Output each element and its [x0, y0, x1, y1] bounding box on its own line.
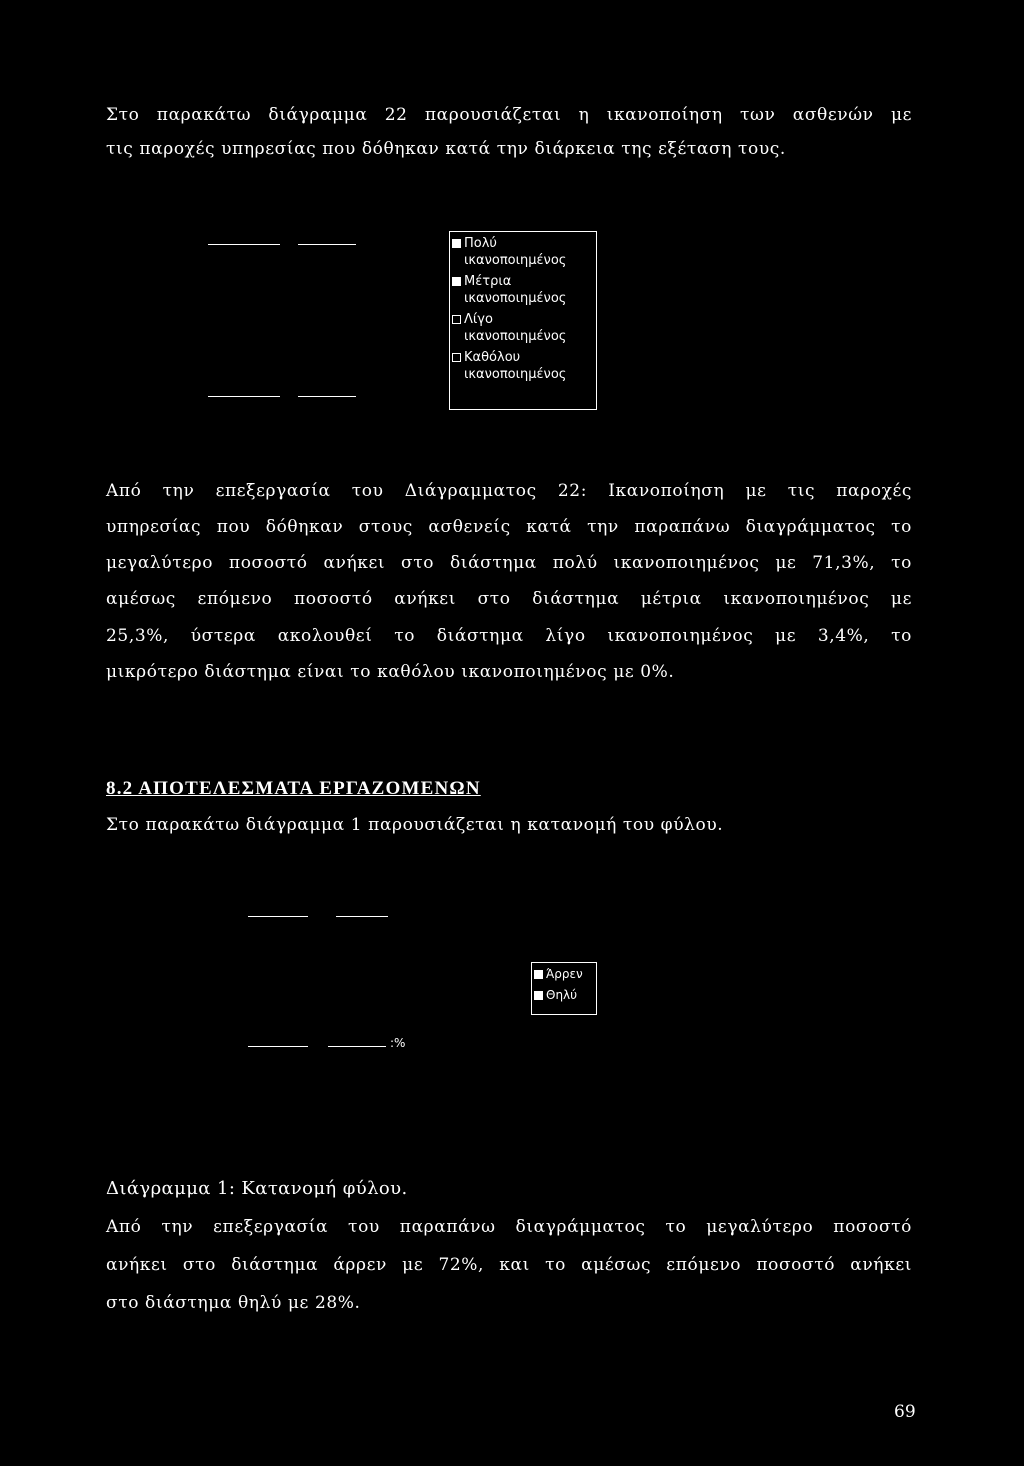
- legend-label: ικανοποιημένος: [464, 253, 567, 268]
- legend-swatch: [452, 277, 461, 286]
- chart-1-remnant-line: [328, 1046, 386, 1047]
- analysis-1-line-1: Από την επεξεργασία του παραπάνω διαγράμματος το μεγαλύτερο ποσοστό: [106, 1217, 912, 1237]
- legend-label: Λίγο: [464, 312, 493, 327]
- chart-22-remnant-line: [298, 244, 356, 245]
- analysis-22-line-5: 25,3%, ύστερα ακολουθεί το διάστημα λίγο ικανοποιημένος με 3,4%, το: [106, 626, 912, 646]
- legend-label: Θηλύ: [546, 988, 578, 1002]
- intro-line-2: τις παροχές υπηρεσίας που δόθηκαν κατά την διάρκεια της εξέταση τους.: [106, 139, 786, 159]
- section-heading: 8.2 ΑΠΟΤΕΛΕΣΜΑΤΑ ΕΡΓΑΖΟΜΕΝΩΝ: [106, 778, 481, 799]
- analysis-22-line-1: Από την επεξεργασία του Διάγραμματος 22: Ικανοποίηση με τις παροχές: [106, 481, 912, 501]
- legend-swatch: [534, 991, 543, 1000]
- legend-swatch: [452, 239, 461, 248]
- analysis-22-line-4: αμέσως επόμενο ποσοστό ανήκει στο διάστημα μέτρια ικανοποιημένος με: [106, 589, 912, 609]
- chart-22-remnant-line: [298, 396, 356, 397]
- legend-label: ικανοποιημένος: [464, 367, 567, 382]
- legend-item-female: [532, 987, 596, 1004]
- legend-label: ικανοποιημένος: [464, 329, 567, 344]
- legend-swatch: [452, 353, 461, 362]
- chart-22-legend: [449, 231, 597, 410]
- legend-item-male: [532, 966, 596, 983]
- chart-22-remnant-line: [208, 396, 280, 397]
- legend-swatch: [534, 970, 543, 979]
- analysis-22-line-6: μικρότερο διάστημα είναι το καθόλου ικανοποιημένος με 0%.: [106, 662, 675, 682]
- legend-label: Πολύ: [464, 236, 497, 251]
- legend-item-very-satisfied: [450, 235, 596, 269]
- intro-line-1: Στο παρακάτω διάγραμμα 22 παρουσιάζεται η ικανοποίηση των ασθενών με: [106, 105, 912, 125]
- analysis-1-line-2: ανήκει στο διάστημα άρρεν με 72%, και το αμέσως επόμενο ποσοστό ανήκει: [106, 1255, 912, 1275]
- legend-label: ικανοποιημένος: [464, 291, 567, 306]
- caption-1: Διάγραμμα 1: Κατανομή φύλου.: [106, 1178, 408, 1199]
- legend-swatch: [452, 315, 461, 324]
- legend-label: Καθόλου: [464, 350, 521, 365]
- legend-item-not-satisfied: [450, 349, 596, 383]
- legend-item-slightly-satisfied: [450, 311, 596, 345]
- chart-1-percent-mark: :%: [390, 1036, 406, 1050]
- chart-1-remnant-line: [336, 916, 388, 917]
- chart-1-legend: [531, 962, 597, 1015]
- legend-item-moderately-satisfied: [450, 273, 596, 307]
- page-number: 69: [894, 1402, 916, 1422]
- legend-label: Άρρεν: [546, 967, 583, 981]
- chart-22-remnant-line: [208, 244, 280, 245]
- legend-label: Μέτρια: [464, 274, 512, 289]
- analysis-22-line-2: υπηρεσίας που δόθηκαν στους ασθενείς κατά την παραπάνω διαγράμματος το: [106, 517, 912, 537]
- chart-1-remnant-line: [248, 1046, 308, 1047]
- analysis-1-line-3: στο διάστημα θηλύ με 28%.: [106, 1293, 361, 1313]
- section-intro-line: Στο παρακάτω διάγραμμα 1 παρουσιάζεται η κατανομή του φύλου.: [106, 815, 724, 835]
- analysis-22-line-3: μεγαλύτερο ποσοστό ανήκει στο διάστημα πολύ ικανοποιημένος με 71,3%, το: [106, 553, 912, 573]
- chart-1-remnant-line: [248, 916, 308, 917]
